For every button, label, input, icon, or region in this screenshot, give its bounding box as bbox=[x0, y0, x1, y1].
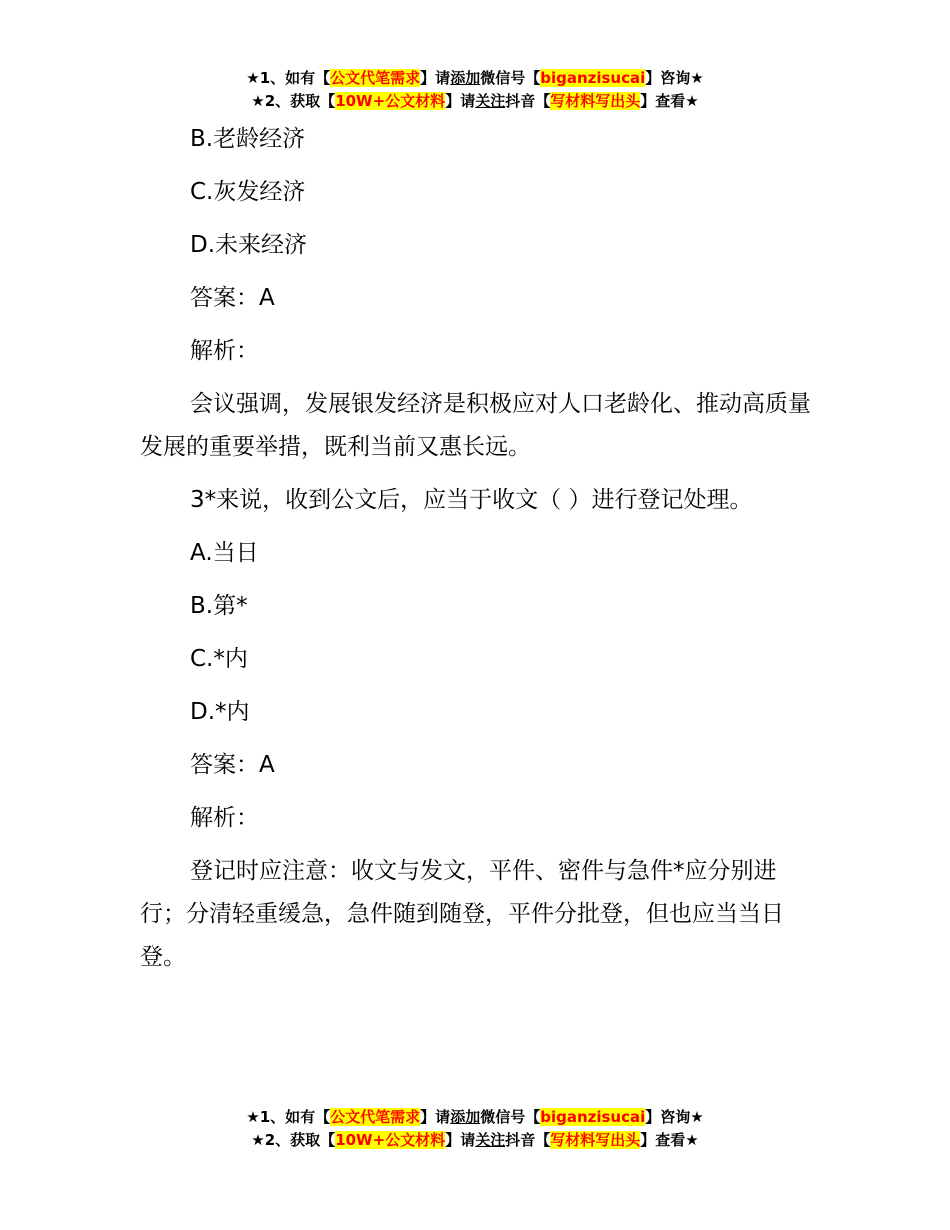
banner-underlined: 关注 bbox=[475, 1131, 506, 1149]
option-c: C.*内 bbox=[190, 646, 248, 672]
footer-banner bbox=[0, 1106, 950, 1152]
option-b: B.老龄经济 bbox=[190, 126, 306, 152]
explanation-text: 登记时应注意：收文与发文，平件、密件与急件*应分别进行；分清轻重缓急，急件随到随登，平件分批登，但也应当当日登。 bbox=[140, 858, 784, 970]
banner-text: 微信号【 bbox=[480, 69, 541, 87]
banner-underlined: 关注 bbox=[475, 92, 506, 110]
explanation-label: 解析： bbox=[190, 805, 259, 831]
banner-text: 2、获取【 bbox=[264, 1131, 336, 1149]
banner-line-1 bbox=[0, 67, 950, 90]
banner-text: 1、如有【 bbox=[259, 69, 331, 87]
star-icon: ★ bbox=[251, 1131, 265, 1149]
header-banner bbox=[0, 67, 950, 113]
banner-text: 】请 bbox=[420, 69, 451, 87]
banner-highlight: 公文代笔需求 bbox=[330, 1108, 421, 1126]
option-b: B.第* bbox=[190, 593, 248, 619]
star-icon: ★ bbox=[246, 69, 260, 87]
banner-line-2 bbox=[0, 1129, 950, 1152]
banner-highlight: biganzisucai bbox=[540, 1108, 646, 1126]
banner-text: 】请 bbox=[445, 92, 476, 110]
option-a: A.当日 bbox=[190, 540, 259, 566]
banner-text: 抖音【 bbox=[505, 92, 551, 110]
document-body bbox=[140, 118, 812, 989]
banner-text: 2、获取【 bbox=[264, 92, 336, 110]
banner-text: 抖音【 bbox=[505, 1131, 551, 1149]
banner-text: 】请 bbox=[445, 1131, 476, 1149]
star-icon: ★ bbox=[251, 92, 265, 110]
banner-text: 】咨询★ bbox=[645, 69, 704, 87]
star-icon: ★ bbox=[246, 1108, 260, 1126]
question: 3*来说，收到公文后，应当于收文（ ）进行登记处理。 bbox=[190, 487, 753, 513]
answer: 答案：A bbox=[190, 285, 275, 311]
banner-line-1 bbox=[0, 1106, 950, 1129]
answer: 答案：A bbox=[190, 752, 275, 778]
banner-highlight: 写材料写出头 bbox=[550, 1131, 641, 1149]
banner-highlight: 写材料写出头 bbox=[550, 92, 641, 110]
explanation-label: 解析： bbox=[190, 338, 259, 364]
banner-underlined: 添加 bbox=[450, 1108, 481, 1126]
banner-text: 1、如有【 bbox=[259, 1108, 331, 1126]
banner-highlight: 公文代笔需求 bbox=[330, 69, 421, 87]
banner-text: 】查看★ bbox=[640, 1131, 699, 1149]
option-d: D.未来经济 bbox=[190, 232, 308, 258]
explanation-text: 会议强调，发展银发经济是积极应对人口老龄化、推动高质量发展的重要举措，既利当前又惠长远。 bbox=[140, 391, 811, 460]
banner-highlight: 10W+公文材料 bbox=[335, 1131, 446, 1149]
banner-text: 】咨询★ bbox=[645, 1108, 704, 1126]
option-c: C.灰发经济 bbox=[190, 179, 306, 205]
banner-underlined: 添加 bbox=[450, 69, 481, 87]
banner-highlight: 10W+公文材料 bbox=[335, 92, 446, 110]
banner-text: 微信号【 bbox=[480, 1108, 541, 1126]
banner-text: 】查看★ bbox=[640, 92, 699, 110]
banner-line-2 bbox=[0, 90, 950, 113]
banner-highlight: biganzisucai bbox=[540, 69, 646, 87]
option-d: D.*内 bbox=[190, 699, 250, 725]
banner-text: 】请 bbox=[420, 1108, 451, 1126]
